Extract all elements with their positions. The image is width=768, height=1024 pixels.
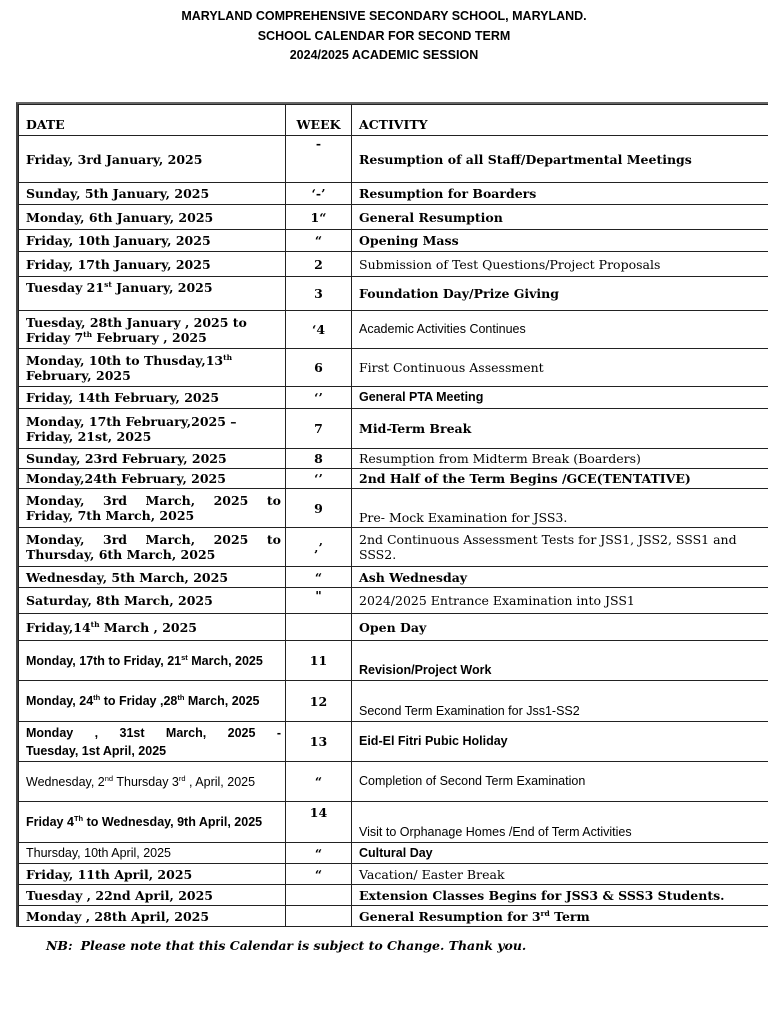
academic-session: 2024/2025 ACADEMIC SESSION xyxy=(289,48,479,62)
date-cell: Friday,14th March , 2025 xyxy=(19,614,286,641)
date-cell: Saturday, 8th March, 2025 xyxy=(19,588,286,614)
column-header-week: WEEK xyxy=(286,105,352,136)
week-cell: ‘4 xyxy=(286,311,352,349)
table-row xyxy=(19,252,768,277)
table-row xyxy=(19,349,768,387)
activity-cell: Open Day xyxy=(352,614,768,641)
table-row xyxy=(19,387,768,409)
week-cell xyxy=(286,885,352,906)
school-name: MARYLAND COMPREHENSIVE SECONDARY SCHOOL, MARYLAND. xyxy=(181,9,587,23)
activity-cell: Extension Classes Begins for JSS3 & SSS3 Students. xyxy=(352,885,768,906)
week-cell: 7 xyxy=(286,409,352,449)
table-row xyxy=(19,762,768,802)
week-cell: ‘’ xyxy=(286,387,352,409)
table-row xyxy=(19,277,768,311)
date-cell: Wednesday, 2nd Thursday 3rd , April, 2025 xyxy=(19,762,286,802)
date-cell: Friday, 3rd January, 2025 xyxy=(19,136,286,183)
activity-cell: 2nd Continuous Assessment Tests for JSS1, JSS2, SSS1 and SSS2. xyxy=(352,528,768,567)
week-cell xyxy=(286,614,352,641)
table-row xyxy=(19,136,768,183)
date-cell: Monday, 3rd March, 2025 to Friday, 7th March, 2025 xyxy=(19,489,286,528)
table-row xyxy=(19,864,768,885)
week-cell: “ xyxy=(286,567,352,588)
date-cell: Monday , 31st March, 2025 - Tuesday, 1st April, 2025 xyxy=(19,722,286,762)
table-row xyxy=(19,614,768,641)
week-cell: “ xyxy=(286,230,352,252)
table-row xyxy=(19,528,768,567)
table-row xyxy=(19,681,768,722)
date-cell: Friday, 10th January, 2025 xyxy=(19,230,286,252)
date-cell: Sunday, 5th January, 2025 xyxy=(19,183,286,205)
table-row xyxy=(19,906,768,927)
calendar-title: SCHOOL CALENDAR FOR SECOND TERM xyxy=(257,28,511,43)
activity-cell: First Continuous Assessment xyxy=(352,349,768,387)
activity-cell: Pre- Mock Examination for JSS3. xyxy=(352,489,768,528)
week-cell: “ xyxy=(286,843,352,864)
week-cell: 8 xyxy=(286,449,352,469)
activity-cell: Cultural Day xyxy=(352,843,768,864)
date-cell: Monday , 28th April, 2025 xyxy=(19,906,286,927)
date-cell: Monday, 17th to Friday, 21st March, 2025 xyxy=(19,641,286,681)
table-row xyxy=(19,802,768,843)
document-header xyxy=(0,7,768,66)
footer-note xyxy=(46,938,526,953)
activity-cell: Second Term Examination for Jss1-SS2 xyxy=(352,681,768,722)
table-row xyxy=(19,230,768,252)
week-cell: “ xyxy=(286,762,352,802)
table-row xyxy=(19,489,768,528)
note-label: NB: xyxy=(46,938,73,953)
activity-cell: Visit to Orphanage Homes /End of Term Activities xyxy=(352,802,768,843)
column-header-activity: ACTIVITY xyxy=(352,105,768,136)
date-cell: Monday, 10th to Thusday,13th February, 2025 xyxy=(19,349,286,387)
activity-cell: Opening Mass xyxy=(352,230,768,252)
date-cell: Friday, 14th February, 2025 xyxy=(19,387,286,409)
activity-cell: Ash Wednesday xyxy=(352,567,768,588)
date-cell: Friday, 17th January, 2025 xyxy=(19,252,286,277)
table-row xyxy=(19,843,768,864)
date-cell: Monday, 6th January, 2025 xyxy=(19,205,286,230)
week-cell: ‘’ xyxy=(286,469,352,489)
date-cell: Tuesday 21st January, 2025 xyxy=(19,277,286,311)
week-cell: 2 xyxy=(286,252,352,277)
calendar-table-frame xyxy=(16,102,768,927)
week-cell: ‚’ xyxy=(286,528,352,567)
table-row xyxy=(19,409,768,449)
date-cell: Monday, 3rd March, 2025 to Thursday, 6th March, 2025 xyxy=(19,528,286,567)
date-cell: Friday 4Th to Wednesday, 9th April, 2025 xyxy=(19,802,286,843)
activity-cell: General PTA Meeting xyxy=(352,387,768,409)
table-row xyxy=(19,588,768,614)
week-cell: 3 xyxy=(286,277,352,311)
activity-cell: Submission of Test Questions/Project Proposals xyxy=(352,252,768,277)
activity-cell: General Resumption xyxy=(352,205,768,230)
date-cell: Monday,24th February, 2025 xyxy=(19,469,286,489)
table-row xyxy=(19,205,768,230)
date-cell: Monday, 17th February,2025 – Friday, 21st, 2025 xyxy=(19,409,286,449)
table-row xyxy=(19,469,768,489)
week-cell: 9 xyxy=(286,489,352,528)
date-cell: Sunday, 23rd February, 2025 xyxy=(19,449,286,469)
week-cell: " xyxy=(286,588,352,614)
table-row xyxy=(19,641,768,681)
activity-cell: Revision/Project Work xyxy=(352,641,768,681)
note-text: Please note that this Calendar is subject to Change. Thank you. xyxy=(80,938,527,953)
activity-cell: Eid-El Fitri Pubic Holiday xyxy=(352,722,768,762)
table-row xyxy=(19,183,768,205)
activity-cell: Resumption from Midterm Break (Boarders) xyxy=(352,449,768,469)
calendar-table xyxy=(18,104,768,927)
table-row xyxy=(19,722,768,762)
week-cell: 6 xyxy=(286,349,352,387)
activity-cell: Foundation Day/Prize Giving xyxy=(352,277,768,311)
table-header-row xyxy=(19,105,768,136)
activity-cell: Resumption for Boarders xyxy=(352,183,768,205)
week-cell: 13 xyxy=(286,722,352,762)
date-cell: Tuesday, 28th January , 2025 to Friday 7th February , 2025 xyxy=(19,311,286,349)
activity-cell: Completion of Second Term Examination xyxy=(352,762,768,802)
table-row xyxy=(19,885,768,906)
activity-cell: Academic Activities Continues xyxy=(352,311,768,349)
date-cell: Thursday, 10th April, 2025 xyxy=(19,843,286,864)
activity-cell: 2nd Half of the Term Begins /GCE(TENTATIVE) xyxy=(352,469,768,489)
activity-cell: General Resumption for 3rd Term xyxy=(352,906,768,927)
week-cell: 12 xyxy=(286,681,352,722)
column-header-date: DATE xyxy=(19,105,286,136)
week-cell: 11 xyxy=(286,641,352,681)
activity-cell: 2024/2025 Entrance Examination into JSS1 xyxy=(352,588,768,614)
table-row xyxy=(19,567,768,588)
activity-cell: Resumption of all Staff/Departmental Meetings xyxy=(352,136,768,183)
date-cell: Tuesday , 22nd April, 2025 xyxy=(19,885,286,906)
date-cell: Wednesday, 5th March, 2025 xyxy=(19,567,286,588)
date-cell: Monday, 24th to Friday ,28th March, 2025 xyxy=(19,681,286,722)
activity-cell: Vacation/ Easter Break xyxy=(352,864,768,885)
week-cell: “ xyxy=(286,864,352,885)
week-cell: ‘-’ xyxy=(286,183,352,205)
week-cell xyxy=(286,906,352,927)
date-cell: Friday, 11th April, 2025 xyxy=(19,864,286,885)
table-row xyxy=(19,311,768,349)
table-row xyxy=(19,449,768,469)
activity-cell: Mid-Term Break xyxy=(352,409,768,449)
week-cell: 1“ xyxy=(286,205,352,230)
week-cell: 14 xyxy=(286,802,352,843)
week-cell: - xyxy=(286,136,352,183)
